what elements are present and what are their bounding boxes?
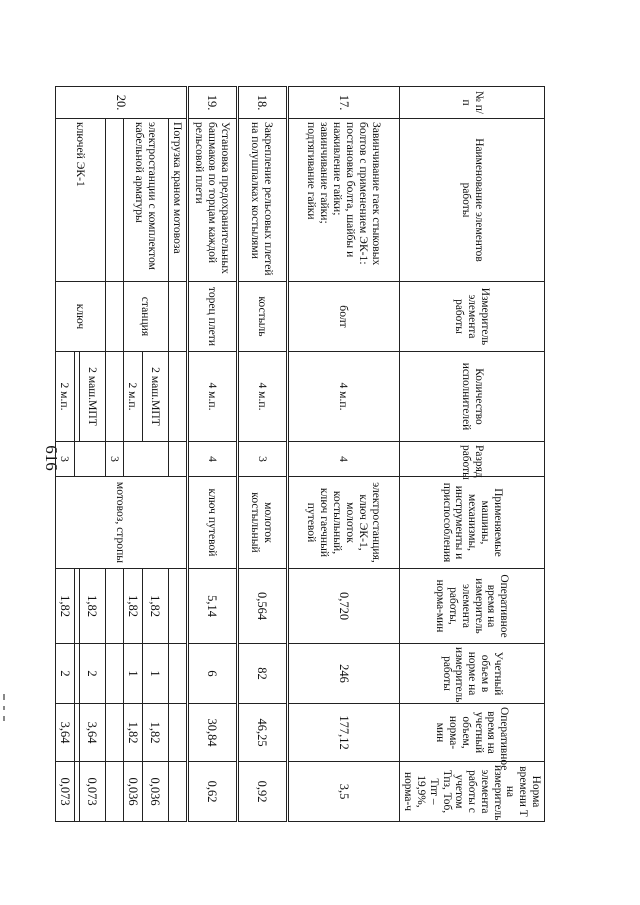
row20-sub2-workers-a: 2 маш.МПТ	[79, 352, 105, 442]
row19-norm: 0,62	[187, 762, 237, 822]
header-name: Наименование элементов работы	[399, 119, 544, 282]
row17-op-time-volume: 177,12	[287, 704, 399, 762]
row19-name: Установка предохранительных башмаков по торцам каждой рельсовой плети	[187, 119, 237, 282]
row20-sub2-norm-b: 0,073	[55, 762, 74, 822]
row20-title: Погрузка краном мотовоза	[168, 119, 187, 282]
row20-sub2-norm-a: 0,073	[79, 762, 105, 822]
page-number: 616	[42, 445, 61, 471]
row17-workers: 4 м.п.	[287, 352, 399, 442]
row19-op-time: 5,14	[187, 569, 237, 644]
row20-sub1-op-time-a: 1,82	[142, 569, 168, 644]
row20-sub2-op-time-b: 1,82	[55, 569, 74, 644]
row20-sub1-volume-b: 1	[123, 644, 142, 704]
header-grade: Разряд работы	[399, 442, 544, 477]
row19-num: 19.	[187, 87, 237, 119]
row20-sub1-workers-a: 2 маш.МПТ	[142, 352, 168, 442]
row20-sub1-name: электростанции с комплектом кабельной арматуры	[123, 119, 168, 282]
row19-tools: ключ путевой	[187, 477, 237, 569]
row20-sub2-op-time-a: 1,82	[79, 569, 105, 644]
row20-sub2-workers-b: 2 м.п.	[55, 352, 74, 442]
row17-norm: 3,5	[287, 762, 399, 822]
row20-sub1-norm-b: 0,036	[123, 762, 142, 822]
scan-edge-mark	[3, 706, 5, 710]
norms-table	[55, 86, 545, 822]
row20-sub2-name: ключей ЭК-1	[55, 119, 105, 282]
row20-sub1-op-time-vol-b: 1,82	[123, 704, 142, 762]
row18-op-time-volume: 46,25	[237, 704, 287, 762]
row20-sub1-meter: станция	[123, 282, 168, 352]
scan-edge-mark	[3, 716, 5, 721]
row19-workers: 4 м.п.	[187, 352, 237, 442]
table-row	[287, 87, 399, 822]
table-row	[142, 87, 168, 822]
row20-sub1-grade: 3	[105, 442, 123, 477]
scan-edge-mark	[3, 694, 5, 700]
row17-volume: 246	[287, 644, 399, 704]
table-row	[187, 87, 237, 822]
row18-meter: костыль	[237, 282, 287, 352]
row18-norm: 0,92	[237, 762, 287, 822]
header-workers: Количество исполнителей	[399, 352, 544, 442]
row19-op-time-volume: 30,84	[187, 704, 237, 762]
row18-num: 18.	[237, 87, 287, 119]
row20-sub1-op-time-vol-a: 1,82	[142, 704, 168, 762]
row17-meter: болт	[287, 282, 399, 352]
row20-sub2-op-time-vol-b: 3,64	[55, 704, 74, 762]
table-row	[79, 87, 105, 822]
row19-grade: 4	[187, 442, 237, 477]
row17-grade: 4	[287, 442, 399, 477]
row20-sub2-volume-b: 2	[55, 644, 74, 704]
row17-op-time: 0,720	[287, 569, 399, 644]
row18-name: Закрепление рельсовых плетей на полушпалках костылями	[237, 119, 287, 282]
row20-sub1-op-time-b: 1,82	[123, 569, 142, 644]
row19-meter: торец плети	[187, 282, 237, 352]
row18-volume: 82	[237, 644, 287, 704]
header-tools: Применяемые машины, механизмы, инструменты и приспособления	[399, 477, 544, 569]
row20-sub2-op-time-vol-a: 3,64	[79, 704, 105, 762]
header-norm: Норма времени Т на измеритель элемента работы с учетом Тпз, Тоб, Тпт – 19,9%, норма-ч	[399, 762, 544, 822]
header-num: № п/п	[399, 87, 544, 119]
row20-sub2-volume-a: 2	[79, 644, 105, 704]
rotated-table-content	[57, 86, 545, 821]
row20-num: 20.	[55, 87, 187, 119]
row18-grade: 3	[237, 442, 287, 477]
row20-sub2-grade: 3	[55, 442, 74, 477]
table-header-row	[399, 87, 544, 822]
row20-sub1-norm-a: 0,036	[142, 762, 168, 822]
row20-sub1-workers-b: 2 м.п.	[123, 352, 142, 442]
header-volume: Учетный объем в норме на измеритель работы	[399, 644, 544, 704]
header-meter: Измеритель элемента работы	[399, 282, 544, 352]
row17-tools: электростанция, ключ ЭК-1, молоток костыльный, ключ гаечный путевой	[287, 477, 399, 569]
row20-sub2-meter: ключ	[55, 282, 105, 352]
row20-sub1-volume-a: 1	[142, 644, 168, 704]
row19-volume: 6	[187, 644, 237, 704]
header-op-time-volume: Оперативное время на учетный объем, норма-мин	[399, 704, 544, 762]
row18-workers: 4 м.п.	[237, 352, 287, 442]
row18-tools: молоток костыльный	[237, 477, 287, 569]
header-op-time: Оперативное время на измеритель элемента работы, норма-мин	[399, 569, 544, 644]
table-row	[168, 87, 187, 822]
row17-num: 17.	[287, 87, 399, 119]
table-row	[105, 87, 123, 822]
rotated-table-frame	[57, 86, 545, 821]
row20-tools: мотовоз, стропы	[55, 477, 187, 569]
table-row	[237, 87, 287, 822]
row17-name: Завинчивание гаек стыковых болтов с применением ЭК-1: постановка болта, шайбы и наживление гайки; завинчивание гайки; подтягивание гайки	[287, 119, 399, 282]
row18-op-time: 0,564	[237, 569, 287, 644]
